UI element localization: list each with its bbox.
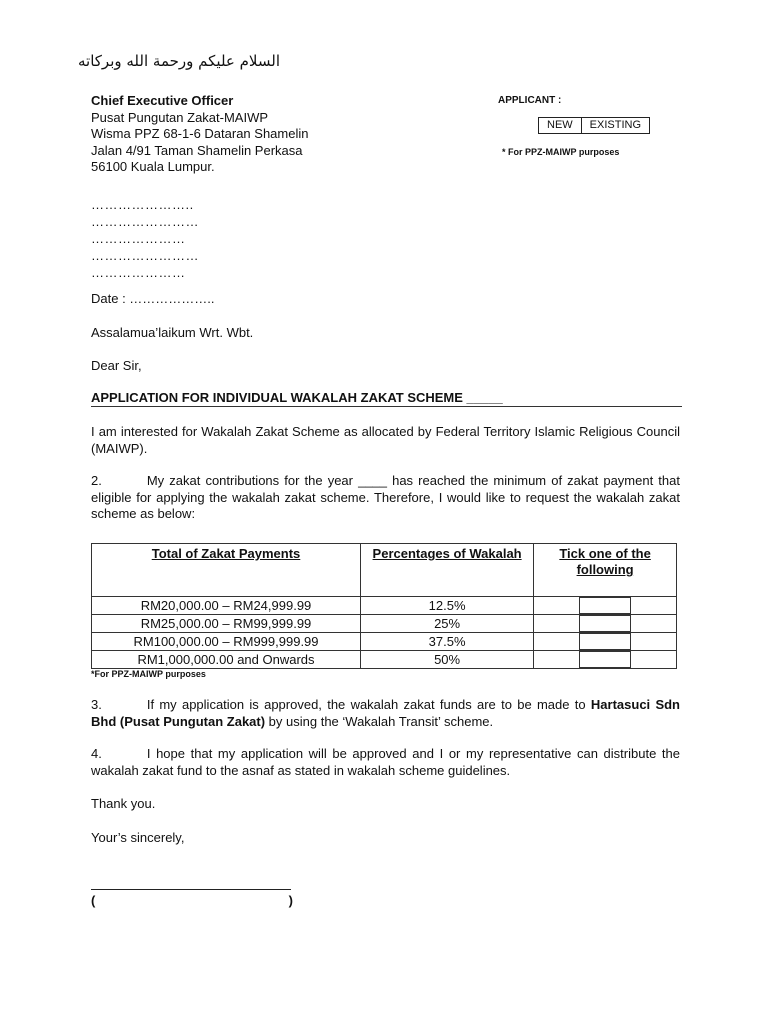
paragraph-2: [91, 473, 680, 523]
closing-line: Your’s sincerely,: [91, 830, 185, 845]
address-line: Jalan 4/91 Taman Shamelin Perkasa: [91, 142, 303, 158]
paragraph-3: [91, 697, 680, 730]
tick-cell: [534, 633, 677, 651]
range-cell: RM25,000.00 – RM99,999.99: [92, 615, 361, 633]
status-option-existing[interactable]: EXISTING: [581, 118, 649, 133]
percent-cell: 37.5%: [361, 633, 534, 651]
tick-cell: [534, 651, 677, 669]
dotted-line: ……………………: [91, 248, 199, 263]
dotted-line: …………………: [91, 265, 186, 280]
dotted-line: ……………………: [91, 214, 199, 229]
signature-name-field[interactable]: [91, 893, 293, 908]
dotted-line: …………………..: [91, 197, 194, 212]
column-header-tick: Tick one of the following: [534, 544, 677, 597]
range-cell: RM1,000,000.00 and Onwards: [92, 651, 361, 669]
percent-cell: 25%: [361, 615, 534, 633]
sender-address-blank: [91, 196, 199, 281]
paragraph-number: 3.: [91, 697, 102, 712]
subject-divider: [91, 406, 682, 407]
recipient-title: Chief Executive Officer: [91, 93, 234, 108]
address-line: Pusat Pungutan Zakat-MAIWP: [91, 109, 269, 125]
applicant-status-box: [538, 117, 650, 134]
dotted-line: …………………: [91, 231, 186, 246]
signature-line: [91, 889, 291, 890]
company-name: Hartasuci Sdn Bhd (Pusat Pungutan Zakat): [91, 697, 680, 729]
paragraph-4: [91, 746, 680, 779]
column-header-percentage: Percentages of Wakalah: [361, 544, 534, 597]
dear-line: Dear Sir,: [91, 358, 142, 373]
tick-checkbox[interactable]: [579, 597, 631, 614]
recipient-address: [91, 93, 308, 176]
table-row: [92, 651, 677, 669]
wakalah-table: [91, 543, 677, 669]
applicant-label: APPLICANT :: [498, 95, 562, 106]
tick-cell: [534, 615, 677, 633]
table-row: [92, 597, 677, 615]
percent-cell: 12.5%: [361, 597, 534, 615]
percent-cell: 50%: [361, 651, 534, 669]
paragraph-number: 2.: [91, 473, 102, 488]
tick-checkbox[interactable]: [579, 651, 631, 668]
date-line: Date : ………………..: [91, 291, 215, 306]
tick-checkbox[interactable]: [579, 615, 631, 632]
tick-checkbox[interactable]: [579, 633, 631, 650]
arabic-greeting: السلام عليكم ورحمة الله وبركاته: [78, 52, 280, 70]
paragraph-text: If my application is approved, the wakalah zakat funds are to be made to: [146, 697, 591, 712]
paragraph-text: by using the ‘Wakalah Transit’ scheme.: [265, 713, 494, 729]
table-header-row: [92, 544, 677, 597]
paragraph-1: I am interested for Wakalah Zakat Scheme as allocated by Federal Territory Islamic Religious Council (MAIWP).: [91, 424, 680, 456]
column-header-total: Total of Zakat Payments: [92, 544, 361, 597]
thank-you-line: Thank you.: [91, 796, 156, 811]
table-row: [92, 615, 677, 633]
paragraph-number: 4.: [91, 746, 102, 761]
open-paren: (: [91, 893, 96, 908]
close-paren: ): [288, 893, 293, 908]
address-line: Wisma PPZ 68-1-6 Dataran Shamelin: [91, 126, 309, 142]
range-cell: RM20,000.00 – RM24,999.99: [92, 597, 361, 615]
address-line: 56100 Kuala Lumpur.: [91, 159, 215, 175]
salutation: Assalamua’laikum Wrt. Wbt.: [91, 325, 254, 340]
tick-cell: [534, 597, 677, 615]
range-cell: RM100,000.00 – RM999,999.99: [92, 633, 361, 651]
status-option-new[interactable]: NEW: [547, 119, 573, 131]
ppz-purposes-note: * For PPZ-MAIWP purposes: [502, 147, 620, 157]
subject-heading: APPLICATION FOR INDIVIDUAL WAKALAH ZAKAT SCHEME _____: [91, 390, 503, 405]
table-row: [92, 633, 677, 651]
paragraph-text: My zakat contributions for the year ____ has reached the minimum of zakat payment that eligible for applying the wakalah zakat scheme. Therefore, I would like to request the wakalah zakat scheme as below:: [91, 473, 680, 521]
paragraph-text: I hope that my application will be approved and I or my representative can distribute the wakalah zakat fund to the asnaf as stated in wakalah scheme guidelines.: [91, 746, 680, 778]
table-note: *For PPZ-MAIWP purposes: [91, 669, 206, 679]
